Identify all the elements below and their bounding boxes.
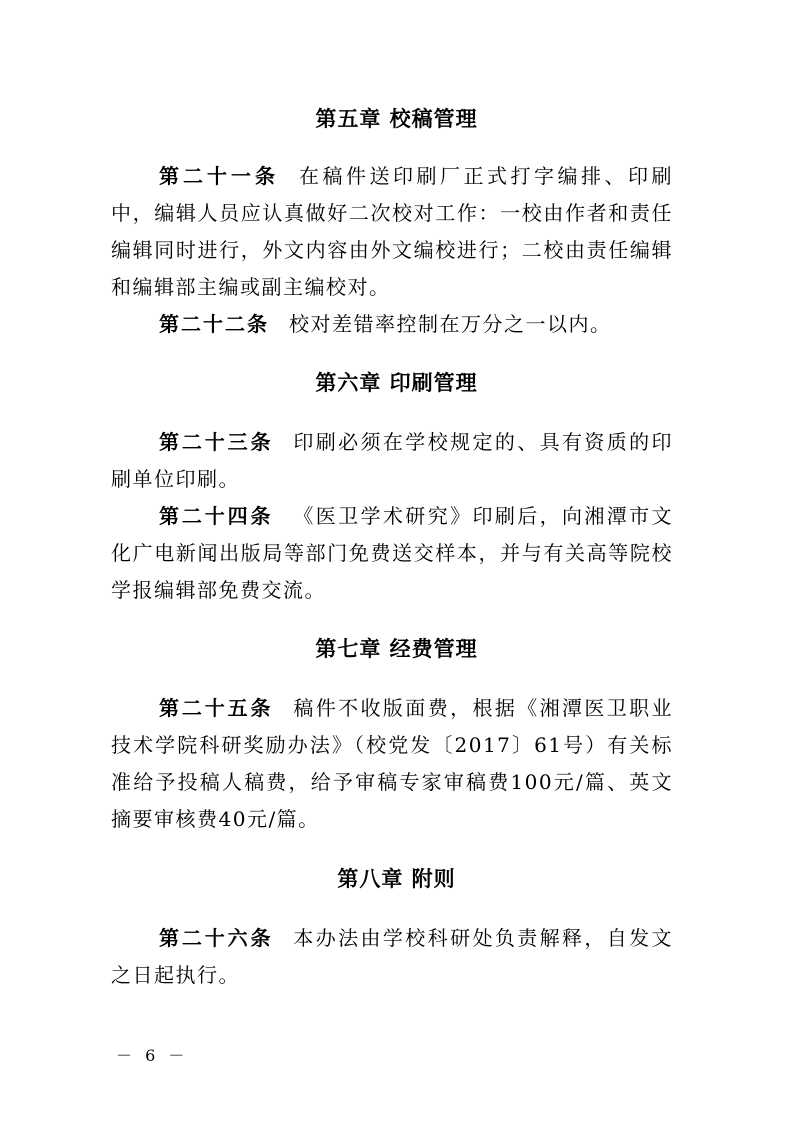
article-25 [111, 690, 673, 838]
article-22 [111, 306, 673, 343]
article-26-text: 本办法由学校科研处负责解释，自发文之日起执行。 [111, 926, 674, 987]
article-24 [111, 498, 673, 609]
article-26-label: 第二十六条 [159, 926, 274, 950]
article-24-label: 第二十四条 [159, 504, 274, 528]
article-22-label: 第二十二条 [159, 312, 269, 336]
article-21-label: 第二十一条 [159, 164, 279, 188]
article-26 [111, 920, 673, 994]
chapter-7-title: 第七章 经费管理 [315, 637, 478, 661]
page-number: － 6 － [116, 1046, 189, 1065]
article-25-text: 稿件不收版面费，根据《湘潭医卫职业技术学院科研奖励办法》（校党发〔2017〕61号）有关标准给予投稿人稿费，给予审稿专家审稿费100元/篇、英文摘要审核费40元/篇。 [111, 696, 674, 831]
chapter-6-title: 第六章 印刷管理 [315, 371, 478, 395]
article-22-text: 校对差错率控制在万分之一以内。 [289, 312, 612, 336]
article-24-text: 《医卫学术研究》印刷后，向湘潭市文化广电新闻出版局等部门免费送交样本，并与有关高等院校学报编辑部免费交流。 [111, 504, 674, 602]
chapter-8-title: 第八章 附则 [337, 867, 456, 891]
article-23-label: 第二十三条 [159, 430, 274, 454]
article-23 [111, 424, 673, 498]
article-23-text: 印刷必须在学校规定的、具有资质的印刷单位印刷。 [111, 430, 674, 491]
article-25-label: 第二十五条 [159, 696, 274, 720]
chapter-5-title: 第五章 校稿管理 [315, 107, 478, 131]
article-21-text: 在稿件送印刷厂正式打字编排、印刷中，编辑人员应认真做好二次校对工作：一校由作者和责任编辑同时进行，外文内容由外文编校进行；二校由责任编辑和编辑部主编或副主编校对。 [111, 164, 673, 299]
article-21 [111, 158, 673, 306]
